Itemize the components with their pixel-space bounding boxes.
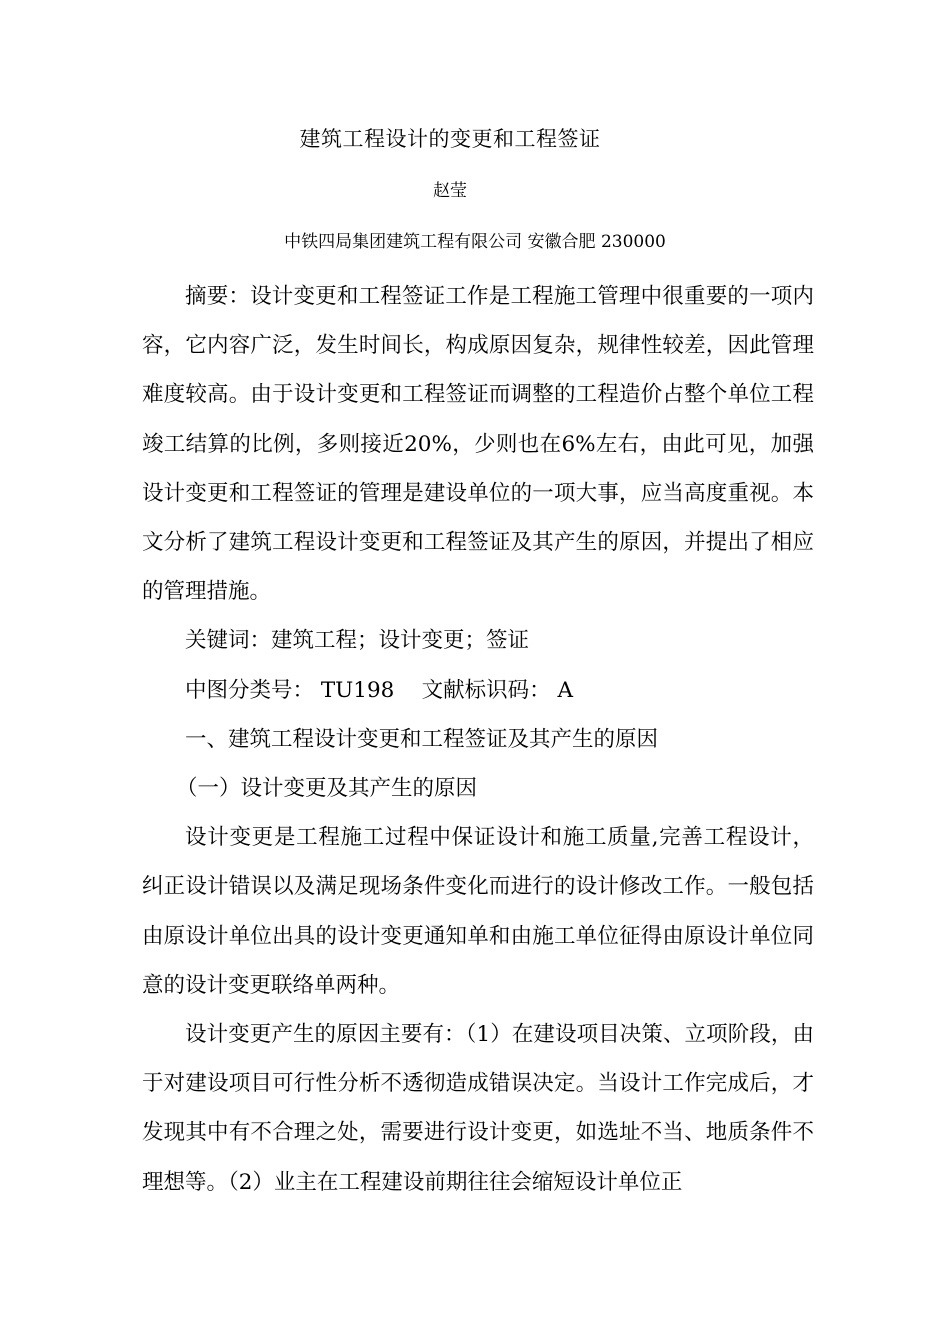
body-paragraph-2: 设计变更产生的原因主要有：（1）在建设项目决策、立项阶段，由于对建设项目可行性分析不透彻造成错误决定。当设计工作完成后，才发现其中有不合理之处，需要进行设计变更，如选址不当、地质条件不理想等。（2）业主在工程建设前期往往会缩短设计单位正 — [142, 1022, 814, 1195]
subsection-heading: （一）设计变更及其产生的原因 — [176, 776, 478, 802]
paper-author: 赵莹 — [433, 181, 467, 201]
classification-line: 中图分类号： TU198 文献标识码： A — [185, 677, 574, 703]
paper-affiliation: 中铁四局集团建筑工程有限公司 安徽合肥 230000 — [284, 232, 666, 252]
section-heading: 一、建筑工程设计变更和工程签证及其产生的原因 — [185, 726, 659, 752]
paper-body — [142, 272, 814, 1207]
keywords-line: 关键词：建筑工程；设计变更；签证 — [185, 628, 530, 654]
abstract-paragraph: 摘要：设计变更和工程签证工作是工程施工管理中很重要的一项内容，它内容广泛，发生时间长，构成原因复杂，规律性较差，因此管理难度较高。由于设计变更和工程签证而调整的工程造价占整个单位工程竣工结算的比例，多则接近20%，少则也在6%左右，由此可见，加强设计变更和工程签证的管理是建设单位的一项大事，应当高度重视。本文分析了建筑工程设计变更和工程签证及其产生的原因，并提出了相应的管理措施。 — [142, 284, 814, 605]
body-paragraph-1: 设计变更是工程施工过程中保证设计和施工质量,完善工程设计，纠正设计错误以及满足现场条件变化而进行的设计修改工作。一般包括由原设计单位出具的设计变更通知单和由施工单位征得由原设计单位同意的设计变更联络单两种。 — [142, 825, 814, 998]
paper-title: 建筑工程设计的变更和工程签证 — [299, 127, 601, 151]
